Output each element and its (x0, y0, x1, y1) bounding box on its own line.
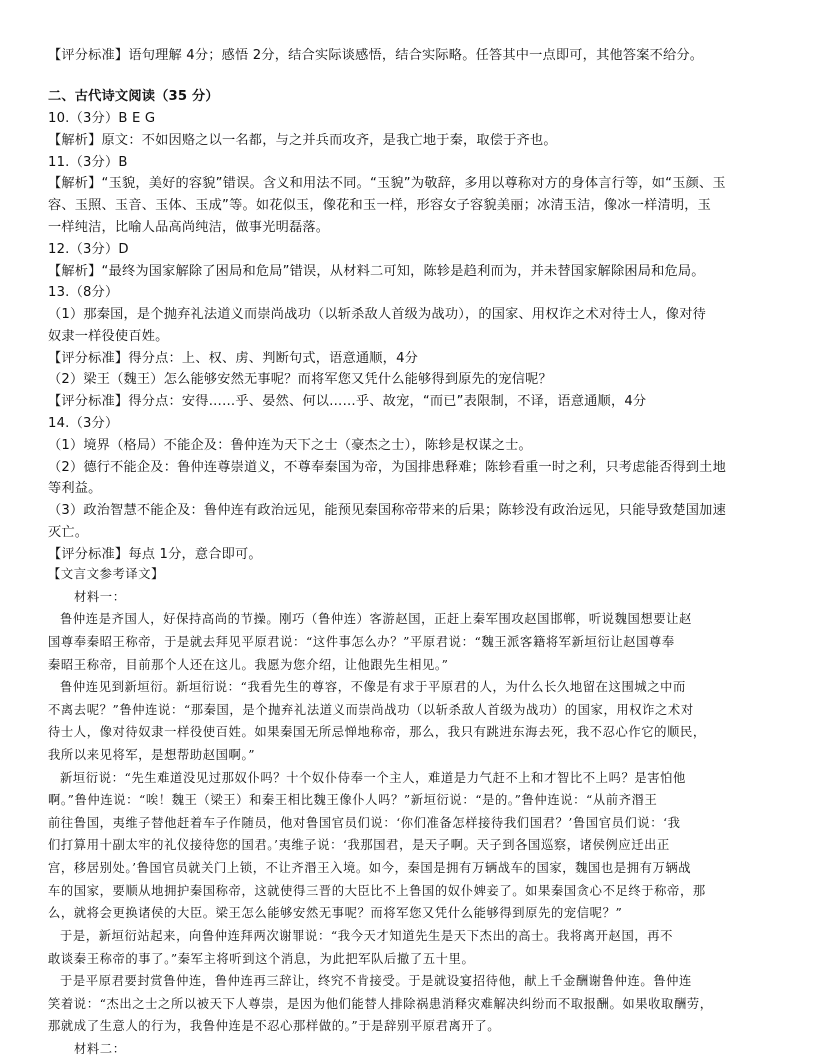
text-line: 【评分标准】语句理解 4分；感悟 2分，结合实际谈感悟，结合实际略。任答其中一点即可，其他答案不给分。 (48, 48, 704, 63)
text-line: （2）梁王（魏王）怎么能够安然无事呢？而将军您又凭什么能够得到原先的宠信呢？ (48, 372, 552, 387)
text-line: 14.（3分） (48, 416, 119, 431)
translation-line: 鲁仲连是齐国人，好保持高尚的节操。刚巧（鲁仲连）客游赵国，正赶上秦军围攻赵国邯郸，听说魏国想要让赵 (60, 612, 692, 627)
text-line: 11.（3分）B (48, 155, 128, 170)
translation-line: 啊。”鲁仲连说：“唉！魏王（梁王）和秦王相比魏王像仆人吗？”新垣衍说：“是的。”鲁仲连说：“从前齐湣王 (48, 793, 658, 808)
translation-line: 我所以来见将军，是想帮助赵国啊。” (48, 748, 256, 762)
translation-heading: 【文言文参考译文】 (48, 567, 165, 581)
text-line: 灭亡。 (48, 525, 89, 540)
material-label: 材料一： (74, 589, 126, 604)
text-line: 10.（3分）B E G (48, 111, 156, 126)
translation-line: 们打算用十副太牢的礼仪接待您的国君。’夷维子说：‘我那国君，是天子啊。天子到各国巡察，诸侯例应迁出正 (48, 838, 670, 853)
translation-line: 那就成了生意人的行为，我鲁仲连是不忍心那样做的。”于是辞别平原君离开了。 (48, 1019, 501, 1034)
translation-line: 鲁仲连见到新垣衍。新垣衍说：“我看先生的尊容，不像是有求于平原君的人，为什么长久地留在这围城之中而 (60, 680, 686, 695)
text-line: 奴隶一样役使百姓。 (48, 329, 169, 344)
translation-line: 敢谈秦王称帝的事了。”秦军主将听到这个消息，为此把军队后撤了五十里。 (48, 951, 475, 966)
text-line: 【解析】“最终为国家解除了困局和危局”错误，从材料二可知，陈轸是趋利而为，并未替国家解除困局和危局。 (48, 264, 705, 279)
translation-line: 么，就将会更换诸侯的大臣。梁王怎么能够安然无事呢？而将军您又凭什么能够得到原先的宠信呢？” (48, 906, 623, 921)
text-line: 【评分标准】得分点：上、权、虏、判断句式，语意通顺，4分 (48, 351, 419, 366)
translation-line: 国尊奉秦昭王称帝，于是就去拜见平原君说：“这件事怎么办？”平原君说：“魏王派客籍将军新垣衍让赵国尊奉 (48, 634, 675, 649)
text-line: 【评分标准】得分点：安得……乎、晏然、何以……乎、故宠，“而已”表限制，不译，语意通顺，4分 (48, 394, 647, 409)
translation-line: 前往鲁国，夷维子替他赶着车子作随员，他对鲁国官员们说：‘你们准备怎样接待我们国君？’鲁国官员们说：‘我 (48, 815, 681, 830)
text-line: 13.（8分） (48, 285, 119, 300)
text-line: （3）政治智慧不能企及：鲁仲连有政治远见，能预见秦国称帝带来的后果；陈轸没有政治远见，只能导致楚国加速 (48, 503, 726, 518)
text-line: 等利益。 (48, 481, 102, 496)
text-line: 12.（3分）D (48, 242, 129, 257)
translation-line: 于是，新垣衍站起来，向鲁仲连拜两次谢罪说：“我今天才知道先生是天下杰出的高士。我将离开赵国，再不 (60, 928, 674, 943)
translation-line: 不离去呢？”鲁仲连说：“那秦国，是个抛弃礼法道义而崇尚战功（以斩杀敌人首级为战功）的国家，用权诈之术对 (48, 702, 694, 717)
material-label: 材料二： (74, 1042, 126, 1056)
section-heading: 二、古代诗文阅读（35 分） (48, 89, 219, 104)
translation-line: 待士人，像对待奴隶一样役使百姓。如果秦国无所忌惮地称帝，那么，我只有跳进东海去死，我不忍心作它的顺民， (48, 725, 706, 740)
text-line: （2）德行不能企及：鲁仲连尊崇道义，不尊奉秦国为帝，为国排患释难；陈轸看重一时之利，只考虑能否得到土地 (48, 460, 726, 475)
translation-line: 新垣衍说：“先生难道没见过那奴仆吗？十个奴仆侍奉一个主人，难道是力气赶不上和才智比不上吗？是害怕他 (60, 770, 686, 785)
text-line: 一样纯洁，比喻人品高尚纯洁，做事光明磊落。 (48, 220, 330, 235)
translation-line: 宫，移居别处。’鲁国官员就关门上锁，不让齐湣王入境。如今，秦国是拥有万辆战车的国家，魏国也是拥有万辆战 (48, 861, 692, 875)
text-line: 【解析】原文：不如因赂之以一名都，与之并兵而攻齐，是我亡地于秦，取偿于齐也。 (48, 133, 557, 148)
translation-line: 笑着说：“杰出之士之所以被天下人尊崇，是因为他们能替人排除祸患消释灾难解决纠纷而不取报酬。如果收取酬劳， (48, 996, 713, 1011)
text-line: 【评分标准】每点 1分，意合即可。 (48, 547, 262, 562)
translation-line: 车的国家，要顺从地拥护秦国称帝，这就使得三晋的大臣比不上鲁国的奴仆婢妾了。如果秦国贪心不足终于称帝，那 (48, 883, 706, 898)
translation-line: 于是平原君要封赏鲁仲连，鲁仲连再三辞让，终究不肯接受。于是就设宴招待他，献上千金酬谢鲁仲连。鲁仲连 (60, 974, 692, 989)
text-line: 容、玉照、玉音、玉体、玉成”等。如花似玉，像花和玉一样，形容女子容貌美丽；冰清玉洁，像冰一样清明，玉 (48, 198, 712, 213)
text-line: （1）境界（格局）不能企及：鲁仲连为天下之士（豪杰之士），陈轸是权谋之士。 (48, 438, 532, 453)
translation-line: 秦昭王称帝，目前那个人还在这儿。我愿为您介绍，让他跟先生相见。” (48, 657, 449, 672)
text-line: （1）那秦国，是个抛弃礼法道义而崇尚战功（以斩杀敌人首级为战功），的国家、用权诈之术对待士人，像对待 (48, 307, 706, 322)
text-line: 【解析】“玉貌，美好的容貌”错误。含义和用法不同。“玉貌”为敬辞，多用以尊称对方的身体言行等，如“玉颜、玉 (48, 176, 726, 191)
